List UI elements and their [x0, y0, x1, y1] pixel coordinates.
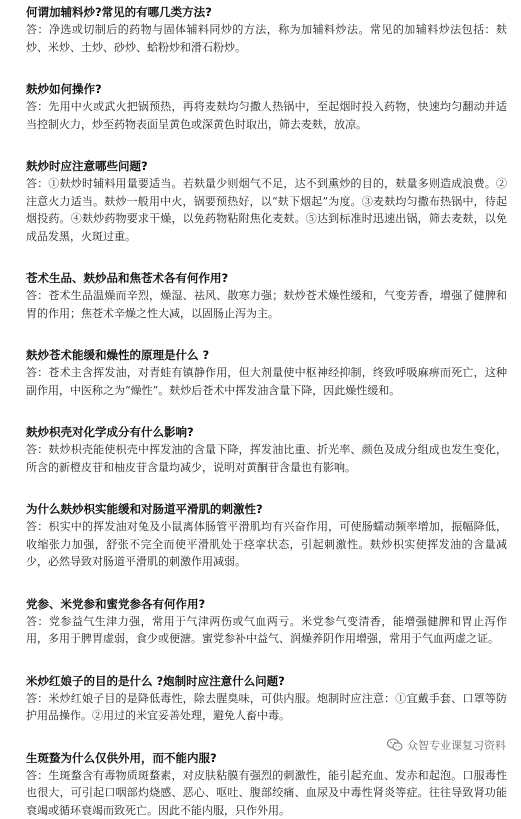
- watermark-text: 众智专业课复习资料: [407, 737, 506, 753]
- qa-item: [26, 750, 507, 819]
- qa-item: [26, 81, 507, 133]
- qa-item: [26, 424, 507, 476]
- answer-body: 苍术主含挥发油，对青蛙有镇静作用，但大剂量使中枢神经抑制，终致呼吸麻痹而死亡，这种副作用，中医称之为“燥性”。麸炒后苍术中挥发油含量下降，因此燥性缓和。: [26, 366, 507, 397]
- answer-body: ①麸炒时辅料用量要适当。若麸量少则烟气不足，达不到熏炒的目的，麸量多则造成浪费。②注意火力适当。麸炒一般用中火，锅要预热好，以“麸下烟起”为度。③麦麸均匀撒布热锅中，待起烟投药。④麸炒药物要求干燥，以免药物粘附焦化麦麸。⑤达到标准时迅速出锅，筛去麦麸，以免成品发黑，火斑过重。: [26, 177, 507, 243]
- answer-text: [26, 364, 507, 399]
- qa-item: [26, 158, 507, 245]
- answer-body: 麸炒枳壳能使枳壳中挥发油的含量下降，挥发油比重、折光率、颜色及成分组成也发生变化，所含的新橙皮苷和柚皮苷含量均减少，说明对黄酮苷含量也有影响。: [26, 443, 507, 474]
- question-heading: 麸炒时应注意哪些问题?: [26, 158, 507, 175]
- question-heading: 麸炒苍术能缓和燥性的原理是什么 ?: [26, 347, 507, 364]
- answer-prefix: 答：: [26, 443, 48, 456]
- question-heading: 何谓加辅料炒?常见的有哪几类方法?: [26, 4, 507, 21]
- answer-text: [26, 175, 507, 245]
- answer-body: 米炒红娘子目的是降低毒性，除去腥臭味，可供内服。炮制时应注意：①宜戴手套、口罩等防护用品操作。②用过的米宜妥善处理，避免人畜中毒。: [26, 692, 507, 723]
- question-heading: 苍术生品、麸炒品和焦苍术各有何作用?: [26, 270, 507, 287]
- answer-text: [26, 98, 507, 133]
- answer-body: 党参益气生津力强，常用于气津两伤或气血两亏。米党参气变清香，能增强健脾和胃止泻作用，多用于脾胃虚弱，食少或便溏。蜜党参补中益气、润燥养阴作用增强，常用于气血两虚之证。: [26, 615, 507, 646]
- answer-prefix: 答：: [26, 100, 48, 113]
- answer-body: 先用中火或武火把锅预热，再将麦麸均匀撒人热锅中，至起烟时投入药物，快速均匀翻动并适当控制火力，炒至药物表面呈黄色或深黄色时取出，筛去麦麸，放凉。: [26, 100, 507, 131]
- answer-prefix: 答：: [26, 289, 48, 302]
- qa-item: [26, 501, 507, 571]
- answer-prefix: 答：: [26, 615, 49, 628]
- qa-item: [26, 596, 507, 648]
- qa-item: [26, 270, 507, 322]
- answer-body: 枳实中的挥发油对兔及小鼠离体肠管平滑肌均有兴奋作用，可使肠蠕动频率增加，振幅降低，收缩张力加强，舒张不完全而使平滑肌处于痉挛状态，引起刺激性。麸炒枳实使挥发油的含量减少，必然导致对肠道平滑肌的刺激作用减弱。: [26, 520, 507, 568]
- answer-text: [26, 613, 507, 648]
- answer-text: [26, 690, 507, 725]
- answer-prefix: 答：: [26, 692, 48, 705]
- answer-text: [26, 21, 507, 56]
- answer-prefix: 答：: [26, 23, 49, 36]
- question-heading: 生斑蝥为什么仅供外用，而不能内服?: [26, 750, 507, 767]
- question-heading: 为什么麸炒枳实能缓和对肠道平滑肌的刺激性?: [26, 501, 507, 518]
- answer-body: 苍术生品温燥而辛烈，燥湿、祛风、散寒力强；麸炒苍术燥性缓和，气变芳香，增强了健脾和胃的作用；焦苍术辛燥之性大减，以固肠止泻为主。: [26, 289, 507, 320]
- qa-item: [26, 347, 507, 399]
- answer-body: 净选或切制后的药物与固体辅料同炒的方法，称为加辅料炒法。常见的加辅料炒法包括：麸炒、米炒、土炒、砂炒、蛤粉炒和滑石粉炒。: [26, 23, 507, 54]
- question-heading: 米炒红娘子的目的是什么 ?炮制时应注意什么问题?: [26, 673, 507, 690]
- answer-prefix: 答：: [26, 177, 48, 190]
- answer-prefix: 答：: [26, 520, 48, 533]
- question-heading: 麸炒如何操作?: [26, 81, 507, 98]
- qa-item: [26, 4, 507, 56]
- watermark: [384, 736, 509, 754]
- answer-body: 生斑蝥含有毒物质斑蝥素，对皮肤粘膜有强烈的刺激性，能引起充血、发赤和起泡。口服毒性也很大，可引起口咽部灼烧感、恶心、呕吐、腹部绞痛、血尿及中毒性肾炎等症。往往导致肾功能衰竭或循环衰竭而致死亡。因此不能内服，只作外用。: [26, 769, 507, 817]
- question-heading: 党参、米党参和蜜党参各有何作用?: [26, 596, 507, 613]
- question-heading: 麸炒枳壳对化学成分有什么影响?: [26, 424, 507, 441]
- answer-prefix: 答：: [26, 769, 48, 782]
- answer-prefix: 答：: [26, 366, 48, 379]
- answer-text: [26, 518, 507, 571]
- wechat-icon: [387, 738, 403, 752]
- answer-text: [26, 767, 507, 819]
- qa-item: [26, 673, 507, 725]
- answer-text: [26, 441, 507, 476]
- answer-text: [26, 287, 507, 322]
